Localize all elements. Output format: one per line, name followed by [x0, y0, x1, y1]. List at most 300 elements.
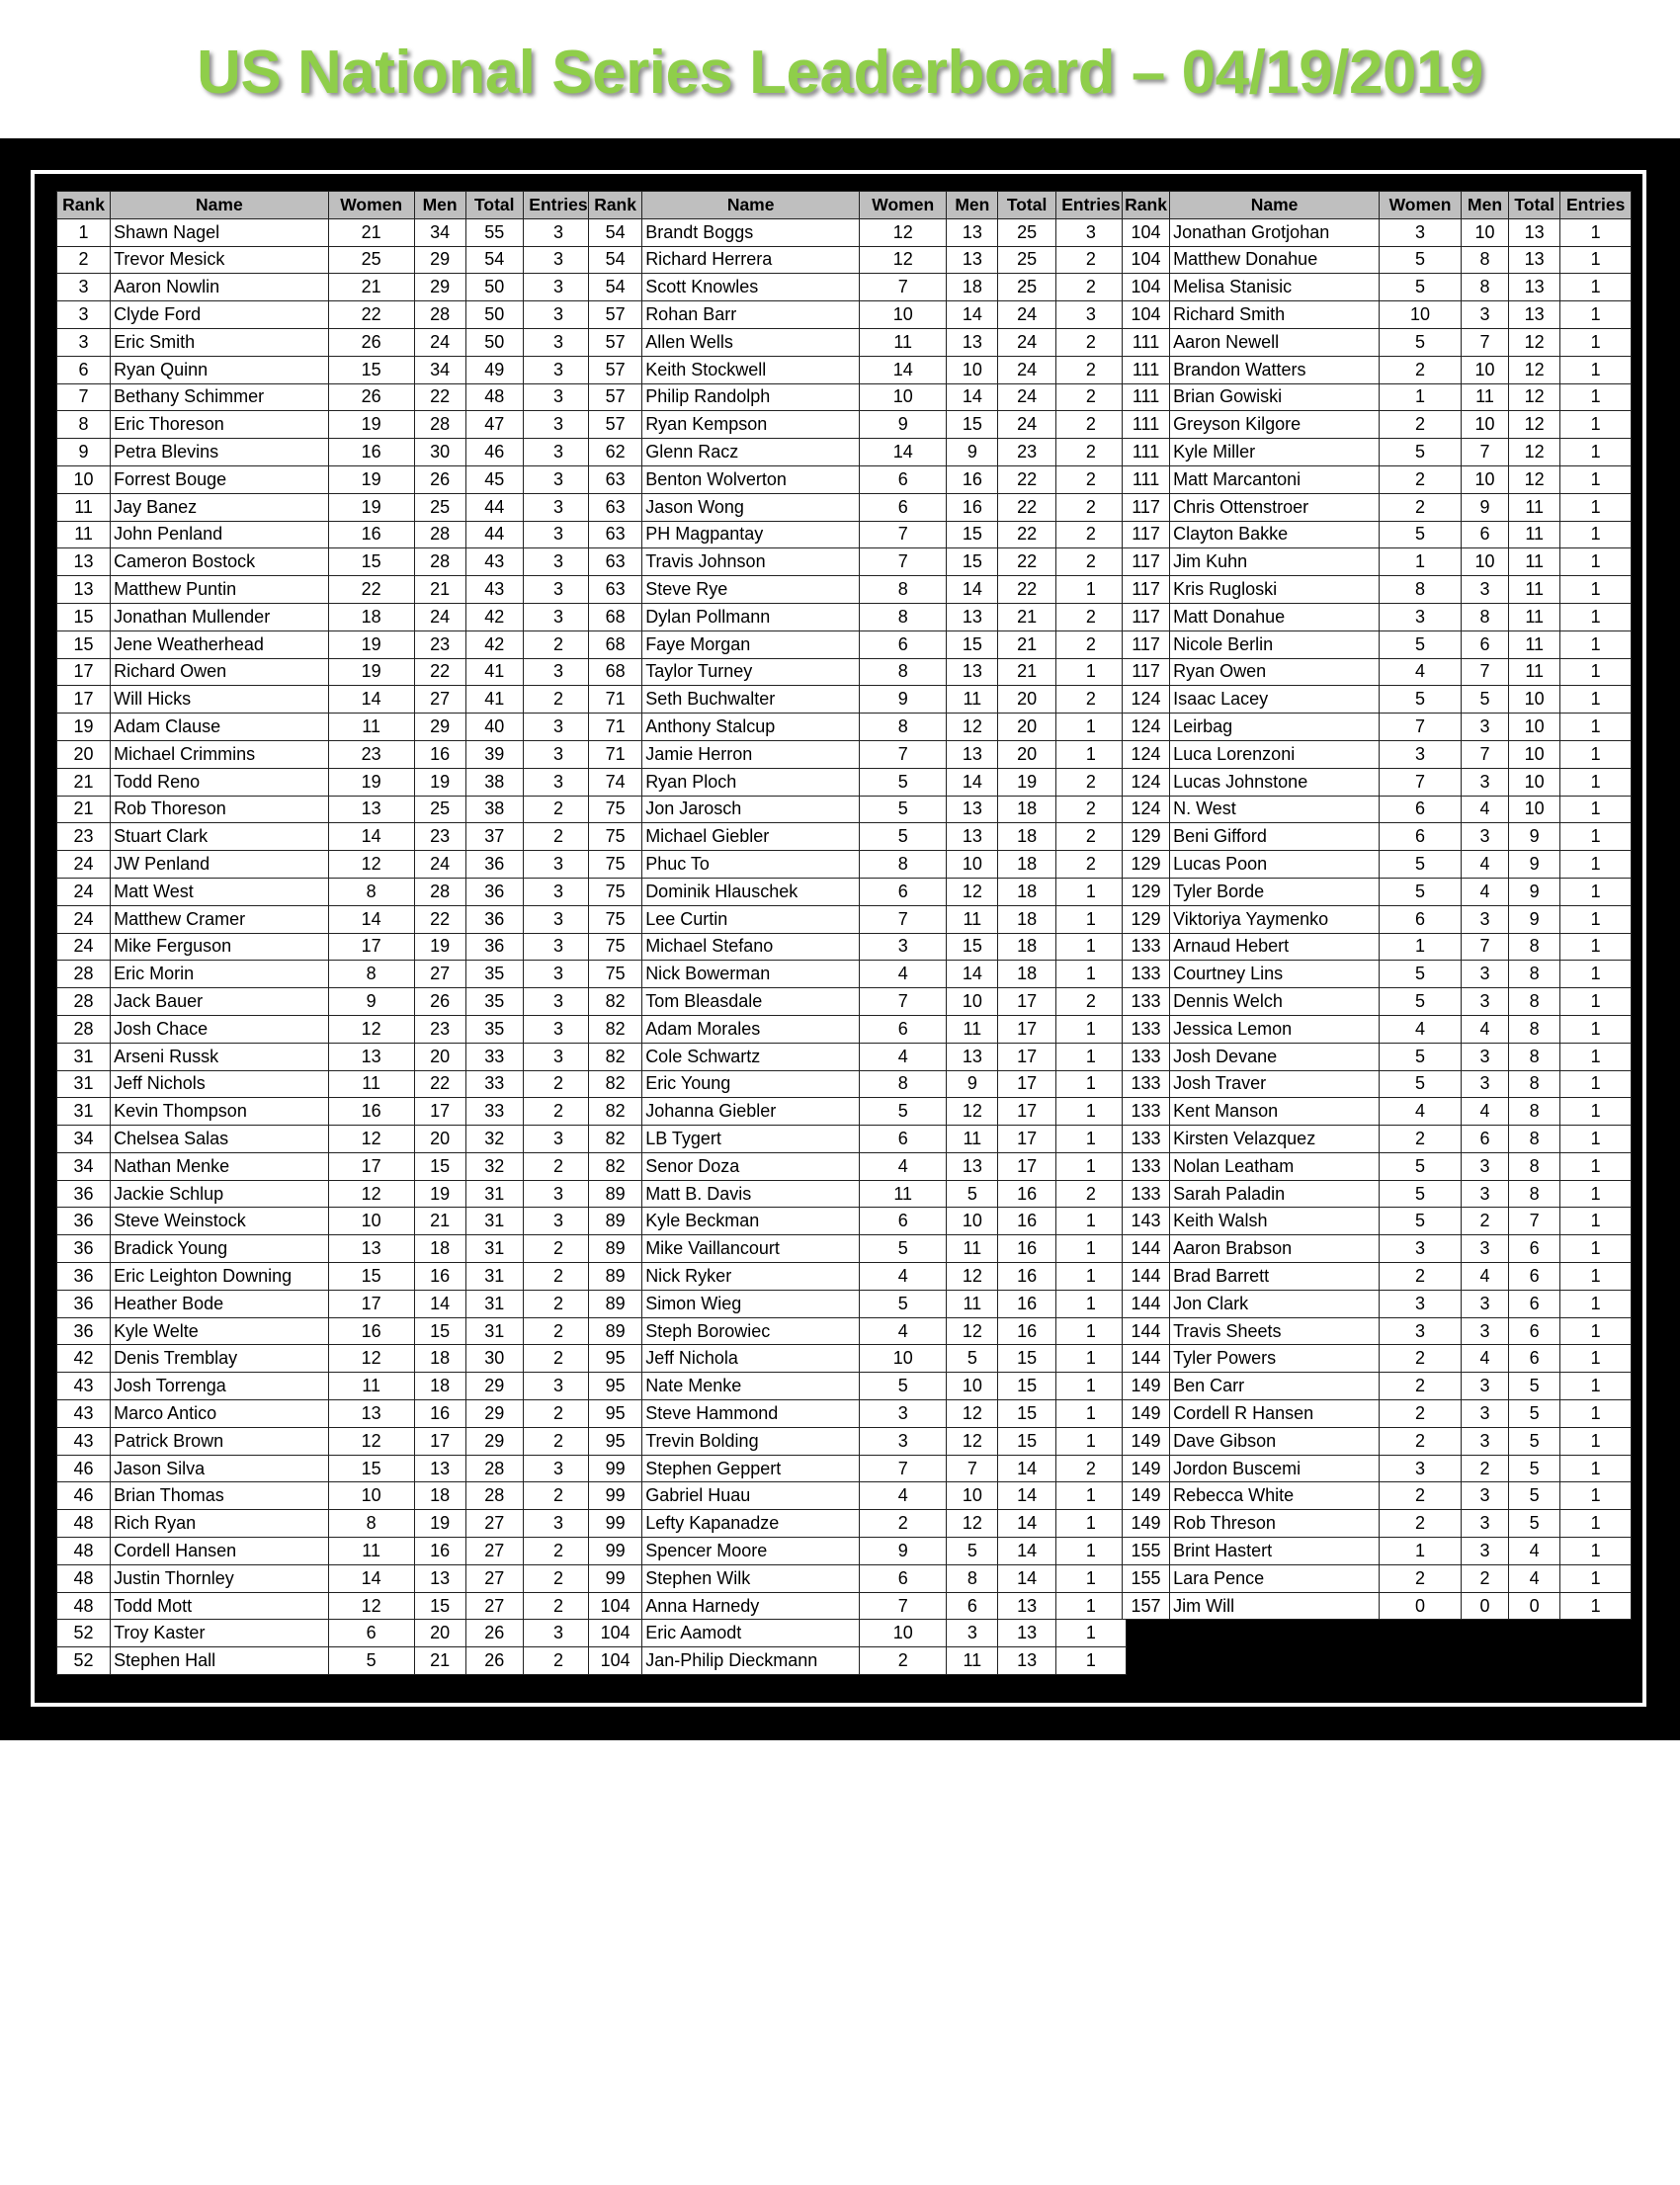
cell-women: 5 — [860, 1373, 947, 1400]
header-men: Men — [947, 192, 998, 219]
table-row — [57, 548, 594, 576]
cell-total: 14 — [998, 1482, 1055, 1510]
cell-men: 10 — [1461, 218, 1508, 246]
cell-women: 4 — [860, 1317, 947, 1345]
cell-entries: 2 — [1055, 1180, 1126, 1208]
header-women: Women — [1380, 192, 1462, 219]
table-row — [589, 493, 1127, 521]
cell-name: Will Hicks — [111, 686, 329, 714]
cell-men: 13 — [947, 1043, 998, 1070]
cell-rank: 17 — [57, 658, 111, 686]
cell-name: Jim Kuhn — [1170, 548, 1380, 576]
cell-entries: 1 — [1560, 411, 1632, 439]
cell-name: Kyle Beckman — [642, 1208, 860, 1235]
cell-rank: 7 — [57, 383, 111, 411]
cell-rank: 104 — [589, 1620, 642, 1647]
cell-women: 10 — [860, 301, 947, 329]
cell-total: 11 — [1509, 603, 1560, 630]
cell-women: 8 — [328, 961, 414, 988]
cell-entries: 1 — [1560, 439, 1632, 466]
cell-women: 5 — [1380, 274, 1462, 301]
cell-women: 5 — [1380, 521, 1462, 548]
cell-name: Kyle Miller — [1170, 439, 1380, 466]
table-header-row — [589, 192, 1127, 219]
cell-entries: 3 — [523, 905, 593, 933]
cell-women: 8 — [860, 851, 947, 879]
cell-entries: 1 — [1055, 1126, 1126, 1153]
cell-rank: 31 — [57, 1043, 111, 1070]
cell-name: Todd Reno — [111, 768, 329, 796]
table-row — [1123, 1098, 1632, 1126]
cell-name: Leirbag — [1170, 714, 1380, 741]
table-header-row — [57, 192, 594, 219]
cell-total: 38 — [465, 768, 523, 796]
cell-name: Matthew Cramer — [111, 905, 329, 933]
cell-entries: 1 — [1560, 1564, 1632, 1592]
cell-entries: 2 — [1055, 823, 1126, 851]
cell-men: 18 — [414, 1373, 465, 1400]
cell-entries: 3 — [523, 1043, 593, 1070]
cell-total: 18 — [998, 851, 1055, 879]
cell-men: 10 — [947, 1373, 998, 1400]
cell-men: 8 — [1461, 603, 1508, 630]
cell-entries: 1 — [1560, 1043, 1632, 1070]
cell-total: 25 — [998, 274, 1055, 301]
cell-women: 3 — [1380, 1317, 1462, 1345]
cell-rank: 89 — [589, 1290, 642, 1317]
cell-name: Sarah Paladin — [1170, 1180, 1380, 1208]
cell-name: Rohan Barr — [642, 301, 860, 329]
cell-name: Keith Walsh — [1170, 1208, 1380, 1235]
cell-entries: 1 — [1560, 1373, 1632, 1400]
cell-men: 12 — [947, 1098, 998, 1126]
cell-entries: 1 — [1560, 961, 1632, 988]
cell-total: 6 — [1509, 1290, 1560, 1317]
cell-name: Jamie Herron — [642, 740, 860, 768]
table-row — [589, 1235, 1127, 1263]
cell-name: Scott Knowles — [642, 274, 860, 301]
header-total: Total — [1509, 192, 1560, 219]
cell-rank: 82 — [589, 1126, 642, 1153]
cell-total: 8 — [1509, 1126, 1560, 1153]
cell-entries: 2 — [523, 1098, 593, 1126]
cell-men: 14 — [947, 301, 998, 329]
table-row — [589, 1070, 1127, 1098]
cell-men: 18 — [414, 1345, 465, 1373]
table-row — [57, 576, 594, 604]
cell-name: Brint Hastert — [1170, 1538, 1380, 1565]
cell-total: 5 — [1509, 1427, 1560, 1455]
cell-total: 10 — [1509, 740, 1560, 768]
cell-rank: 104 — [1123, 274, 1170, 301]
cell-entries: 2 — [523, 823, 593, 851]
cell-total: 42 — [465, 603, 523, 630]
cell-rank: 89 — [589, 1180, 642, 1208]
header-entries: Entries — [1055, 192, 1126, 219]
cell-entries: 1 — [1560, 301, 1632, 329]
table-row — [1123, 1592, 1632, 1620]
cell-total: 25 — [998, 218, 1055, 246]
cell-total: 5 — [1509, 1373, 1560, 1400]
cell-entries: 1 — [1055, 1152, 1126, 1180]
cell-name: Jordon Buscemi — [1170, 1455, 1380, 1482]
table-row — [57, 328, 594, 356]
cell-men: 15 — [947, 630, 998, 658]
cell-entries: 1 — [1055, 1620, 1126, 1647]
cell-total: 6 — [1509, 1317, 1560, 1345]
table-row — [589, 768, 1127, 796]
cell-entries: 2 — [1055, 1455, 1126, 1482]
cell-entries: 2 — [523, 1564, 593, 1592]
cell-women: 3 — [1380, 740, 1462, 768]
table-row — [589, 439, 1127, 466]
header-men: Men — [414, 192, 465, 219]
cell-men: 9 — [947, 1070, 998, 1098]
cell-rank: 75 — [589, 878, 642, 905]
cell-total: 20 — [998, 686, 1055, 714]
table-row — [1123, 905, 1632, 933]
cell-rank: 99 — [589, 1564, 642, 1592]
cell-women: 5 — [1380, 1208, 1462, 1235]
cell-entries: 1 — [1560, 1126, 1632, 1153]
cell-total: 11 — [1509, 548, 1560, 576]
cell-men: 3 — [1461, 1290, 1508, 1317]
cell-rank: 95 — [589, 1373, 642, 1400]
cell-women: 2 — [1380, 1427, 1462, 1455]
cell-total: 18 — [998, 933, 1055, 961]
cell-entries: 1 — [1055, 1564, 1126, 1592]
cell-rank: 75 — [589, 905, 642, 933]
table-row — [1123, 548, 1632, 576]
cell-women: 6 — [860, 493, 947, 521]
cell-rank: 46 — [57, 1455, 111, 1482]
cell-total: 18 — [998, 823, 1055, 851]
table-row — [1123, 851, 1632, 879]
cell-name: Stuart Clark — [111, 823, 329, 851]
cell-men: 19 — [414, 933, 465, 961]
cell-entries: 2 — [1055, 630, 1126, 658]
cell-rank: 124 — [1123, 714, 1170, 741]
cell-rank: 63 — [589, 521, 642, 548]
cell-entries: 1 — [1560, 521, 1632, 548]
cell-women: 3 — [1380, 1290, 1462, 1317]
cell-men: 15 — [947, 411, 998, 439]
cell-women: 11 — [328, 1373, 414, 1400]
cell-total: 32 — [465, 1152, 523, 1180]
cell-name: Jason Wong — [642, 493, 860, 521]
cell-total: 29 — [465, 1400, 523, 1428]
cell-name: Eric Young — [642, 1070, 860, 1098]
cell-name: Mike Ferguson — [111, 933, 329, 961]
cell-women: 15 — [328, 356, 414, 383]
cell-total: 9 — [1509, 851, 1560, 879]
cell-total: 33 — [465, 1098, 523, 1126]
table-row — [57, 1180, 594, 1208]
cell-name: Stephen Hall — [111, 1647, 329, 1675]
cell-name: Matt Donahue — [1170, 603, 1380, 630]
cell-women: 2 — [1380, 1510, 1462, 1538]
cell-men: 10 — [947, 988, 998, 1016]
cell-rank: 1 — [57, 218, 111, 246]
cell-rank: 28 — [57, 961, 111, 988]
cell-rank: 111 — [1123, 356, 1170, 383]
cell-total: 21 — [998, 603, 1055, 630]
cell-total: 15 — [998, 1427, 1055, 1455]
table-row — [589, 961, 1127, 988]
cell-women: 15 — [328, 1455, 414, 1482]
cell-men: 18 — [414, 1235, 465, 1263]
table-row — [57, 1510, 594, 1538]
table-row — [57, 246, 594, 274]
table-row — [57, 439, 594, 466]
table-row — [57, 658, 594, 686]
cell-rank: 31 — [57, 1070, 111, 1098]
header-total: Total — [465, 192, 523, 219]
table-row — [1123, 1015, 1632, 1043]
cell-women: 17 — [328, 1152, 414, 1180]
cell-entries: 2 — [523, 1317, 593, 1345]
cell-name: Eric Morin — [111, 961, 329, 988]
cell-women: 8 — [328, 1510, 414, 1538]
cell-men: 3 — [947, 1620, 998, 1647]
table-row — [57, 1564, 594, 1592]
cell-name: Jack Bauer — [111, 988, 329, 1016]
cell-rank: 3 — [57, 328, 111, 356]
table-row — [57, 1235, 594, 1263]
cell-total: 14 — [998, 1538, 1055, 1565]
cell-entries: 1 — [1560, 383, 1632, 411]
cell-rank: 43 — [57, 1400, 111, 1428]
cell-women: 12 — [328, 1180, 414, 1208]
cell-men: 14 — [947, 383, 998, 411]
cell-rank: 104 — [1123, 301, 1170, 329]
cell-total: 24 — [998, 411, 1055, 439]
cell-name: Michael Crimmins — [111, 740, 329, 768]
cell-women: 15 — [328, 548, 414, 576]
cell-total: 31 — [465, 1235, 523, 1263]
cell-men: 28 — [414, 521, 465, 548]
cell-total: 12 — [1509, 439, 1560, 466]
cell-total: 33 — [465, 1043, 523, 1070]
cell-name: Lucas Poon — [1170, 851, 1380, 879]
cell-men: 4 — [1461, 1098, 1508, 1126]
cell-name: Kyle Welte — [111, 1317, 329, 1345]
cell-total: 20 — [998, 714, 1055, 741]
cell-name: Troy Kaster — [111, 1620, 329, 1647]
cell-total: 31 — [465, 1263, 523, 1291]
cell-women: 3 — [1380, 603, 1462, 630]
leaderboard-column-2 — [588, 191, 1127, 1675]
cell-entries: 1 — [1055, 1098, 1126, 1126]
table-row — [589, 1538, 1127, 1565]
cell-entries: 3 — [523, 1373, 593, 1400]
cell-women: 3 — [1380, 1455, 1462, 1482]
cell-rank: 48 — [57, 1592, 111, 1620]
cell-women: 9 — [328, 988, 414, 1016]
cell-men: 16 — [414, 1538, 465, 1565]
table-row — [589, 1263, 1127, 1291]
cell-total: 39 — [465, 740, 523, 768]
table-row — [1123, 658, 1632, 686]
cell-total: 11 — [1509, 493, 1560, 521]
cell-rank: 2 — [57, 246, 111, 274]
cell-rank: 63 — [589, 548, 642, 576]
cell-women: 1 — [1380, 933, 1462, 961]
cell-men: 13 — [947, 1152, 998, 1180]
cell-men: 3 — [1461, 1400, 1508, 1428]
table-row — [57, 603, 594, 630]
table-row — [589, 658, 1127, 686]
leaderboard-table-1 — [56, 191, 594, 1675]
table-row — [1123, 218, 1632, 246]
cell-entries: 3 — [523, 1620, 593, 1647]
cell-men: 27 — [414, 686, 465, 714]
cell-rank: 111 — [1123, 411, 1170, 439]
cell-women: 19 — [328, 411, 414, 439]
table-row — [57, 465, 594, 493]
cell-total: 22 — [998, 576, 1055, 604]
cell-men: 11 — [947, 1290, 998, 1317]
table-row — [589, 465, 1127, 493]
cell-rank: 28 — [57, 1015, 111, 1043]
table-row — [57, 1620, 594, 1647]
cell-total: 12 — [1509, 356, 1560, 383]
cell-total: 9 — [1509, 823, 1560, 851]
cell-entries: 2 — [523, 1647, 593, 1675]
cell-men: 19 — [414, 1180, 465, 1208]
cell-rank: 111 — [1123, 383, 1170, 411]
table-row — [589, 1400, 1127, 1428]
cell-entries: 1 — [1560, 548, 1632, 576]
cell-name: Phuc To — [642, 851, 860, 879]
table-row — [589, 1180, 1127, 1208]
cell-total: 13 — [998, 1647, 1055, 1675]
cell-men: 24 — [414, 328, 465, 356]
cell-name: JW Penland — [111, 851, 329, 879]
cell-total: 5 — [1509, 1455, 1560, 1482]
cell-name: Brandt Boggs — [642, 218, 860, 246]
cell-women: 14 — [860, 439, 947, 466]
cell-entries: 1 — [1560, 1400, 1632, 1428]
cell-men: 11 — [947, 1126, 998, 1153]
cell-total: 28 — [465, 1455, 523, 1482]
cell-rank: 54 — [589, 218, 642, 246]
header-women: Women — [860, 192, 947, 219]
cell-name: Brian Thomas — [111, 1482, 329, 1510]
table-row — [1123, 1427, 1632, 1455]
cell-total: 16 — [998, 1290, 1055, 1317]
cell-total: 40 — [465, 714, 523, 741]
cell-rank: 133 — [1123, 1098, 1170, 1126]
cell-women: 17 — [328, 933, 414, 961]
cell-rank: 82 — [589, 1098, 642, 1126]
cell-men: 3 — [1461, 823, 1508, 851]
cell-rank: 36 — [57, 1290, 111, 1317]
cell-entries: 2 — [1055, 521, 1126, 548]
cell-name: Jonathan Mullender — [111, 603, 329, 630]
table-row — [589, 1345, 1127, 1373]
table-header-row — [1123, 192, 1632, 219]
cell-rank: 71 — [589, 714, 642, 741]
table-row — [589, 1126, 1127, 1153]
cell-rank: 133 — [1123, 1043, 1170, 1070]
cell-rank: 144 — [1123, 1290, 1170, 1317]
cell-rank: 144 — [1123, 1317, 1170, 1345]
cell-name: Beni Gifford — [1170, 823, 1380, 851]
cell-total: 24 — [998, 301, 1055, 329]
table-row — [1123, 274, 1632, 301]
cell-entries: 1 — [1055, 1070, 1126, 1098]
cell-men: 8 — [947, 1564, 998, 1592]
table-row — [589, 1647, 1127, 1675]
cell-women: 9 — [860, 1538, 947, 1565]
cell-entries: 3 — [523, 218, 593, 246]
table-row — [589, 1152, 1127, 1180]
table-row — [589, 218, 1127, 246]
cell-name: Dennis Welch — [1170, 988, 1380, 1016]
cell-total: 8 — [1509, 933, 1560, 961]
cell-men: 22 — [414, 658, 465, 686]
cell-name: Trevor Mesick — [111, 246, 329, 274]
cell-women: 22 — [328, 576, 414, 604]
cell-women: 12 — [860, 218, 947, 246]
table-row — [589, 603, 1127, 630]
cell-name: Ryan Kempson — [642, 411, 860, 439]
cell-women: 9 — [860, 686, 947, 714]
cell-rank: 82 — [589, 1015, 642, 1043]
cell-rank: 19 — [57, 714, 111, 741]
cell-name: Brandon Watters — [1170, 356, 1380, 383]
cell-total: 31 — [465, 1180, 523, 1208]
cell-name: Nate Menke — [642, 1373, 860, 1400]
cell-name: Jon Jarosch — [642, 796, 860, 823]
table-row — [1123, 493, 1632, 521]
cell-men: 16 — [414, 1263, 465, 1291]
table-row — [589, 851, 1127, 879]
cell-entries: 1 — [1560, 1427, 1632, 1455]
cell-men: 8 — [1461, 246, 1508, 274]
cell-rank: 124 — [1123, 768, 1170, 796]
cell-name: Jeff Nichola — [642, 1345, 860, 1373]
cell-men: 3 — [1461, 576, 1508, 604]
cell-women: 13 — [328, 1400, 414, 1428]
table-row — [1123, 878, 1632, 905]
cell-rank: 155 — [1123, 1564, 1170, 1592]
cell-total: 36 — [465, 933, 523, 961]
cell-entries: 3 — [523, 439, 593, 466]
table-row — [589, 823, 1127, 851]
cell-men: 5 — [947, 1538, 998, 1565]
cell-entries: 2 — [1055, 465, 1126, 493]
cell-women: 17 — [328, 1290, 414, 1317]
cell-men: 6 — [1461, 1126, 1508, 1153]
table-row — [1123, 714, 1632, 741]
cell-women: 2 — [1380, 1564, 1462, 1592]
cell-rank: 63 — [589, 576, 642, 604]
cell-rank: 9 — [57, 439, 111, 466]
cell-women: 7 — [860, 274, 947, 301]
cell-women: 12 — [328, 1126, 414, 1153]
cell-total: 10 — [1509, 714, 1560, 741]
cell-total: 15 — [998, 1373, 1055, 1400]
cell-women: 10 — [1380, 301, 1462, 329]
cell-name: Aaron Nowlin — [111, 274, 329, 301]
cell-entries: 1 — [1055, 1263, 1126, 1291]
table-row — [1123, 988, 1632, 1016]
cell-men: 16 — [947, 493, 998, 521]
cell-entries: 2 — [523, 1263, 593, 1291]
cell-total: 16 — [998, 1180, 1055, 1208]
